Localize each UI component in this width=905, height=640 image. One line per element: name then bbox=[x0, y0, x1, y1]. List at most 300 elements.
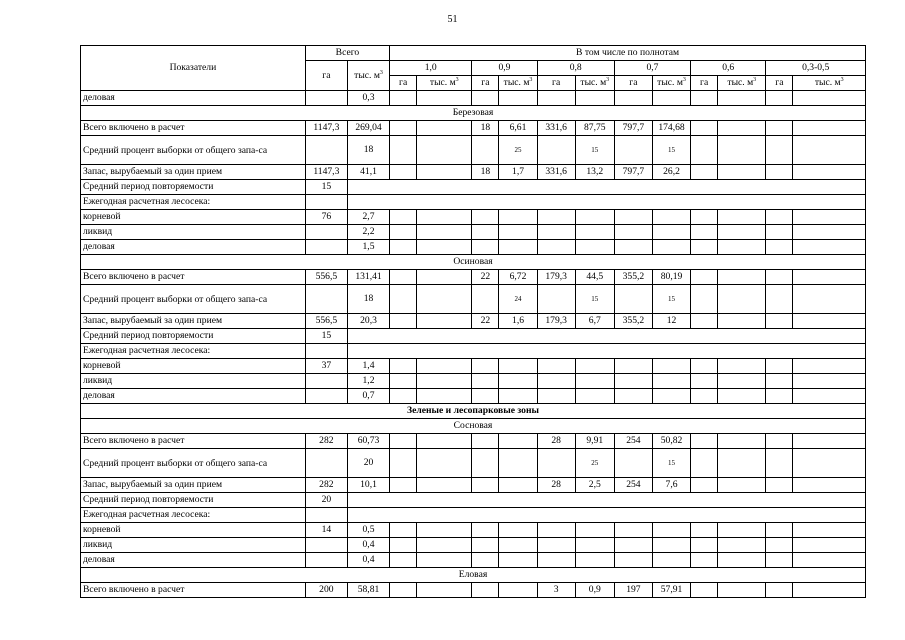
table-cell: 15 bbox=[575, 285, 614, 314]
table-cell: 15 bbox=[652, 285, 690, 314]
section-title: Сосновая bbox=[81, 419, 866, 434]
row-label: Ежегодная расчетная лесосека: bbox=[81, 344, 306, 359]
row-label: ликвид bbox=[81, 374, 306, 389]
table-cell: 15 bbox=[305, 329, 347, 344]
header-including-by-density: В том числе по полнотам bbox=[390, 46, 866, 61]
table-cell bbox=[575, 389, 614, 404]
table-cell: 179,3 bbox=[537, 314, 575, 329]
table-cell bbox=[766, 374, 793, 389]
table-cell: 10,1 bbox=[347, 478, 389, 493]
table-row bbox=[81, 389, 866, 404]
header-unit-volume: тыс. $м^3$ bbox=[793, 76, 866, 91]
table-cell: 1147,3 bbox=[305, 121, 347, 136]
table-cell bbox=[390, 374, 417, 389]
table-cell bbox=[766, 210, 793, 225]
table-cell bbox=[305, 538, 347, 553]
table-row bbox=[81, 329, 866, 344]
table-cell bbox=[718, 449, 766, 478]
table-cell bbox=[614, 538, 652, 553]
table-cell bbox=[718, 285, 766, 314]
table-cell bbox=[417, 136, 472, 165]
table-cell: 24 bbox=[499, 285, 537, 314]
table-cell bbox=[575, 225, 614, 240]
table-cell: 282 bbox=[305, 434, 347, 449]
table-cell: 331,6 bbox=[537, 121, 575, 136]
table-cell bbox=[499, 478, 537, 493]
table-cell: 12 bbox=[652, 314, 690, 329]
table-cell: 37 bbox=[305, 359, 347, 374]
table-cell bbox=[499, 538, 537, 553]
table-cell bbox=[305, 374, 347, 389]
table-cell bbox=[537, 449, 575, 478]
table-cell bbox=[766, 359, 793, 374]
table-cell bbox=[766, 478, 793, 493]
table-cell bbox=[305, 344, 347, 359]
table-cell bbox=[652, 389, 690, 404]
table-cell bbox=[472, 225, 499, 240]
row-label: корневой bbox=[81, 523, 306, 538]
table-cell bbox=[305, 508, 347, 523]
table-cell bbox=[472, 210, 499, 225]
table-cell bbox=[718, 210, 766, 225]
table-cell: 331,6 bbox=[537, 165, 575, 180]
table-cell bbox=[691, 449, 718, 478]
table-cell bbox=[575, 538, 614, 553]
table-cell bbox=[793, 434, 866, 449]
table-cell bbox=[305, 553, 347, 568]
header-unit-ha: га bbox=[537, 76, 575, 91]
table-cell: 80,19 bbox=[652, 270, 690, 285]
row-label: Средний период повторяемости bbox=[81, 329, 306, 344]
table-cell: 179,3 bbox=[537, 270, 575, 285]
table-cell bbox=[472, 240, 499, 255]
header-unit-volume: тыс. $м^3$ bbox=[652, 76, 690, 91]
table-cell bbox=[499, 91, 537, 106]
row-label: деловая bbox=[81, 91, 306, 106]
table-cell bbox=[390, 523, 417, 538]
table-cell bbox=[614, 449, 652, 478]
table-cell: 1,7 bbox=[499, 165, 537, 180]
table-cell bbox=[537, 523, 575, 538]
table-cell: 3 bbox=[537, 583, 575, 598]
table-cell bbox=[691, 359, 718, 374]
table-cell bbox=[793, 240, 866, 255]
table-cell: 556,5 bbox=[305, 314, 347, 329]
table-cell bbox=[691, 225, 718, 240]
table-cell: 0,5 bbox=[347, 523, 389, 538]
table-row bbox=[81, 508, 866, 523]
table-cell: 18 bbox=[472, 165, 499, 180]
table-row bbox=[81, 180, 866, 195]
table-cell bbox=[614, 553, 652, 568]
table-cell bbox=[718, 553, 766, 568]
section-title: Зеленые и лесопарковые зоны bbox=[81, 404, 866, 419]
table-cell bbox=[305, 240, 347, 255]
table-cell bbox=[691, 285, 718, 314]
table-cell bbox=[499, 374, 537, 389]
table-cell: 87,75 bbox=[575, 121, 614, 136]
table-cell bbox=[691, 121, 718, 136]
table-cell bbox=[614, 359, 652, 374]
row-label: деловая bbox=[81, 389, 306, 404]
table-cell: 15 bbox=[652, 449, 690, 478]
row-label: деловая bbox=[81, 240, 306, 255]
table-cell: 25 bbox=[499, 136, 537, 165]
table-cell: 355,2 bbox=[614, 270, 652, 285]
table-cell bbox=[537, 91, 575, 106]
table-cell: 0,4 bbox=[347, 553, 389, 568]
table-cell bbox=[472, 478, 499, 493]
table-cell bbox=[691, 91, 718, 106]
table-cell bbox=[652, 225, 690, 240]
table-cell bbox=[575, 240, 614, 255]
table-cell bbox=[472, 449, 499, 478]
row-label: Средний период повторяемости bbox=[81, 180, 306, 195]
header-unit-volume: тыс. $м^3$ bbox=[575, 76, 614, 91]
table-cell bbox=[390, 285, 417, 314]
table-cell bbox=[652, 240, 690, 255]
header-density: 0,3-0,5 bbox=[766, 61, 866, 76]
table-cell bbox=[614, 136, 652, 165]
row-label: Средний период повторяемости bbox=[81, 493, 306, 508]
table-cell bbox=[575, 523, 614, 538]
table-cell: 15 bbox=[305, 180, 347, 195]
table-cell: 26,2 bbox=[652, 165, 690, 180]
table-cell bbox=[499, 523, 537, 538]
table-cell bbox=[691, 270, 718, 285]
table-cell bbox=[614, 240, 652, 255]
table-cell bbox=[793, 285, 866, 314]
table-cell bbox=[417, 523, 472, 538]
table-row bbox=[81, 270, 866, 285]
table-cell bbox=[793, 314, 866, 329]
table-cell bbox=[793, 270, 866, 285]
header-unit-volume: тыс. $м^3$ bbox=[718, 76, 766, 91]
table-cell-empty bbox=[347, 493, 865, 508]
table-cell bbox=[793, 210, 866, 225]
row-label: ликвид bbox=[81, 225, 306, 240]
table-cell: 18 bbox=[472, 121, 499, 136]
section-title: Осиновая bbox=[81, 255, 866, 270]
table-cell: 254 bbox=[614, 478, 652, 493]
table-cell bbox=[793, 523, 866, 538]
table-cell bbox=[390, 583, 417, 598]
table-cell bbox=[793, 165, 866, 180]
table-cell-empty bbox=[347, 508, 865, 523]
table-cell bbox=[793, 225, 866, 240]
table-row bbox=[81, 240, 866, 255]
table-cell: 15 bbox=[652, 136, 690, 165]
table-cell bbox=[691, 434, 718, 449]
table-cell bbox=[766, 285, 793, 314]
header-unit-ha: га bbox=[614, 76, 652, 91]
table-cell: 0,3 bbox=[347, 91, 389, 106]
header-indicators: Показатели bbox=[81, 46, 306, 91]
table-cell: 1147,3 bbox=[305, 165, 347, 180]
table-cell bbox=[537, 225, 575, 240]
table-cell bbox=[390, 225, 417, 240]
table-cell: 797,7 bbox=[614, 165, 652, 180]
table-cell bbox=[417, 165, 472, 180]
table-cell bbox=[718, 478, 766, 493]
table-cell bbox=[472, 389, 499, 404]
table-row bbox=[81, 210, 866, 225]
table-cell bbox=[766, 523, 793, 538]
row-label: ликвид bbox=[81, 538, 306, 553]
table-cell: 1,4 bbox=[347, 359, 389, 374]
table-row bbox=[81, 538, 866, 553]
section-header-row bbox=[81, 419, 866, 434]
table-cell bbox=[537, 136, 575, 165]
table-cell bbox=[499, 240, 537, 255]
header-density: 0,8 bbox=[537, 61, 614, 76]
table-cell bbox=[793, 359, 866, 374]
table-cell bbox=[652, 359, 690, 374]
table-cell bbox=[718, 240, 766, 255]
table-cell bbox=[417, 91, 472, 106]
table-cell bbox=[614, 374, 652, 389]
table-cell bbox=[390, 91, 417, 106]
page-number: 51 bbox=[447, 14, 458, 25]
table-cell bbox=[793, 121, 866, 136]
row-label: Всего включено в расчет bbox=[81, 270, 306, 285]
table-cell: 0,4 bbox=[347, 538, 389, 553]
table-cell bbox=[417, 240, 472, 255]
table-cell bbox=[691, 478, 718, 493]
table-cell bbox=[390, 314, 417, 329]
table-cell: 57,91 bbox=[652, 583, 690, 598]
table-cell bbox=[472, 359, 499, 374]
table-cell bbox=[766, 121, 793, 136]
table-cell bbox=[575, 553, 614, 568]
table-cell bbox=[718, 165, 766, 180]
table-cell bbox=[390, 449, 417, 478]
table-cell bbox=[691, 583, 718, 598]
table-cell bbox=[793, 91, 866, 106]
table-cell bbox=[390, 270, 417, 285]
row-label: Запас, вырубаемый за один прием bbox=[81, 478, 306, 493]
row-label: деловая bbox=[81, 553, 306, 568]
table-cell bbox=[499, 553, 537, 568]
table-cell: 18 bbox=[347, 285, 389, 314]
table-cell bbox=[766, 553, 793, 568]
table-row bbox=[81, 359, 866, 374]
table-row bbox=[81, 449, 866, 478]
table-cell bbox=[718, 538, 766, 553]
table-header bbox=[81, 46, 866, 91]
row-label: корневой bbox=[81, 210, 306, 225]
row-label: Запас, вырубаемый за один прием bbox=[81, 314, 306, 329]
table-row bbox=[81, 136, 866, 165]
table-cell: 28 bbox=[537, 434, 575, 449]
table-cell bbox=[793, 478, 866, 493]
table-row bbox=[81, 434, 866, 449]
table-cell-empty bbox=[347, 180, 865, 195]
table-cell bbox=[417, 359, 472, 374]
table-row bbox=[81, 121, 866, 136]
table-cell bbox=[766, 389, 793, 404]
table-cell bbox=[766, 136, 793, 165]
table-cell: 20 bbox=[305, 493, 347, 508]
table-row bbox=[81, 583, 866, 598]
table-cell: 1,2 bbox=[347, 374, 389, 389]
table-cell bbox=[766, 165, 793, 180]
table-cell: 20,3 bbox=[347, 314, 389, 329]
table-cell bbox=[766, 538, 793, 553]
header-unit-volume: тыс. $м^3$ bbox=[417, 76, 472, 91]
table-cell: 13,2 bbox=[575, 165, 614, 180]
table-cell bbox=[472, 136, 499, 165]
table-cell bbox=[499, 583, 537, 598]
table-row bbox=[81, 523, 866, 538]
table-cell bbox=[793, 449, 866, 478]
table-cell bbox=[305, 136, 347, 165]
table-cell: 2,2 bbox=[347, 225, 389, 240]
table-cell bbox=[575, 359, 614, 374]
table-cell bbox=[499, 225, 537, 240]
table-cell bbox=[691, 374, 718, 389]
section-header-row bbox=[81, 106, 866, 121]
table-cell: 41,1 bbox=[347, 165, 389, 180]
table-cell: 14 bbox=[305, 523, 347, 538]
table-cell bbox=[305, 195, 347, 210]
table-cell bbox=[718, 389, 766, 404]
table-cell bbox=[472, 523, 499, 538]
table-cell bbox=[718, 225, 766, 240]
table-cell bbox=[390, 210, 417, 225]
table-cell: 9,91 bbox=[575, 434, 614, 449]
header-unit-volume: тыс. $м^3$ bbox=[499, 76, 537, 91]
table-cell bbox=[417, 285, 472, 314]
forest-calculation-table bbox=[80, 45, 866, 598]
row-label: Ежегодная расчетная лесосека: bbox=[81, 195, 306, 210]
table-row bbox=[81, 165, 866, 180]
table-cell: 25 bbox=[575, 449, 614, 478]
table-cell bbox=[652, 553, 690, 568]
table-cell: 6,7 bbox=[575, 314, 614, 329]
table-cell bbox=[417, 389, 472, 404]
table-cell bbox=[417, 121, 472, 136]
table-cell bbox=[614, 91, 652, 106]
table-cell bbox=[718, 136, 766, 165]
header-unit-ha: га bbox=[691, 76, 718, 91]
row-label: Всего включено в расчет bbox=[81, 583, 306, 598]
table-cell: 60,73 bbox=[347, 434, 389, 449]
row-label: Запас, вырубаемый за один прием bbox=[81, 165, 306, 180]
table-cell bbox=[691, 314, 718, 329]
section-title: Еловая bbox=[81, 568, 866, 583]
section-title: Березовая bbox=[81, 106, 866, 121]
table-cell bbox=[793, 538, 866, 553]
table-cell bbox=[614, 389, 652, 404]
row-label: Средний процент выборки от общего запа-са bbox=[81, 449, 306, 478]
table-cell: 197 bbox=[614, 583, 652, 598]
table-cell bbox=[417, 434, 472, 449]
row-label: Ежегодная расчетная лесосека: bbox=[81, 508, 306, 523]
table-cell bbox=[499, 449, 537, 478]
table-cell bbox=[499, 389, 537, 404]
table-cell bbox=[614, 285, 652, 314]
table-cell bbox=[390, 389, 417, 404]
header-unit-ha: га bbox=[390, 76, 417, 91]
table-cell: 1,5 bbox=[347, 240, 389, 255]
section-header-row bbox=[81, 404, 866, 419]
table-cell bbox=[691, 523, 718, 538]
table-cell: 131,41 bbox=[347, 270, 389, 285]
table-cell bbox=[652, 374, 690, 389]
table-cell bbox=[417, 225, 472, 240]
header-total-volume: тыс. $м^3$ bbox=[347, 61, 389, 91]
table-cell bbox=[691, 165, 718, 180]
table-cell bbox=[691, 210, 718, 225]
table-cell bbox=[793, 553, 866, 568]
table-cell bbox=[390, 121, 417, 136]
table-cell-empty bbox=[347, 195, 865, 210]
table-cell bbox=[417, 314, 472, 329]
table-cell: 20 bbox=[347, 449, 389, 478]
table-cell bbox=[417, 270, 472, 285]
header-unit-ha: га bbox=[766, 76, 793, 91]
table-cell: 15 bbox=[575, 136, 614, 165]
table-cell bbox=[718, 523, 766, 538]
table-cell bbox=[691, 553, 718, 568]
table-cell bbox=[575, 91, 614, 106]
table-cell: 2,7 bbox=[347, 210, 389, 225]
table-cell bbox=[417, 583, 472, 598]
header-density: 0,7 bbox=[614, 61, 690, 76]
table-row bbox=[81, 314, 866, 329]
table-cell bbox=[390, 553, 417, 568]
row-label: Средний процент выборки от общего запа-са bbox=[81, 285, 306, 314]
table-cell bbox=[472, 91, 499, 106]
table-cell bbox=[537, 553, 575, 568]
table-cell bbox=[718, 359, 766, 374]
table-cell: 797,7 bbox=[614, 121, 652, 136]
table-cell bbox=[793, 583, 866, 598]
table-cell bbox=[766, 449, 793, 478]
row-label: корневой bbox=[81, 359, 306, 374]
table-cell bbox=[766, 583, 793, 598]
table-cell bbox=[718, 121, 766, 136]
table-cell: 355,2 bbox=[614, 314, 652, 329]
table-row bbox=[81, 225, 866, 240]
table-cell-empty bbox=[347, 344, 865, 359]
table-cell bbox=[499, 210, 537, 225]
header-total-ha: га bbox=[305, 61, 347, 91]
table-row bbox=[81, 478, 866, 493]
table-cell: 0,7 bbox=[347, 389, 389, 404]
table-cell bbox=[472, 374, 499, 389]
table-cell bbox=[691, 240, 718, 255]
table-cell: 0,9 bbox=[575, 583, 614, 598]
table-cell bbox=[305, 449, 347, 478]
table-row bbox=[81, 344, 866, 359]
table-cell: 28 bbox=[537, 478, 575, 493]
header-total: Всего bbox=[305, 46, 389, 61]
table-cell bbox=[691, 538, 718, 553]
table-cell bbox=[305, 225, 347, 240]
row-label: Всего включено в расчет bbox=[81, 434, 306, 449]
table-cell bbox=[390, 165, 417, 180]
table-cell bbox=[537, 285, 575, 314]
table-cell bbox=[793, 136, 866, 165]
table-cell bbox=[472, 538, 499, 553]
table-cell: 556,5 bbox=[305, 270, 347, 285]
table-cell bbox=[766, 314, 793, 329]
table-cell: 2,5 bbox=[575, 478, 614, 493]
table-body bbox=[81, 91, 866, 598]
table-cell bbox=[652, 523, 690, 538]
